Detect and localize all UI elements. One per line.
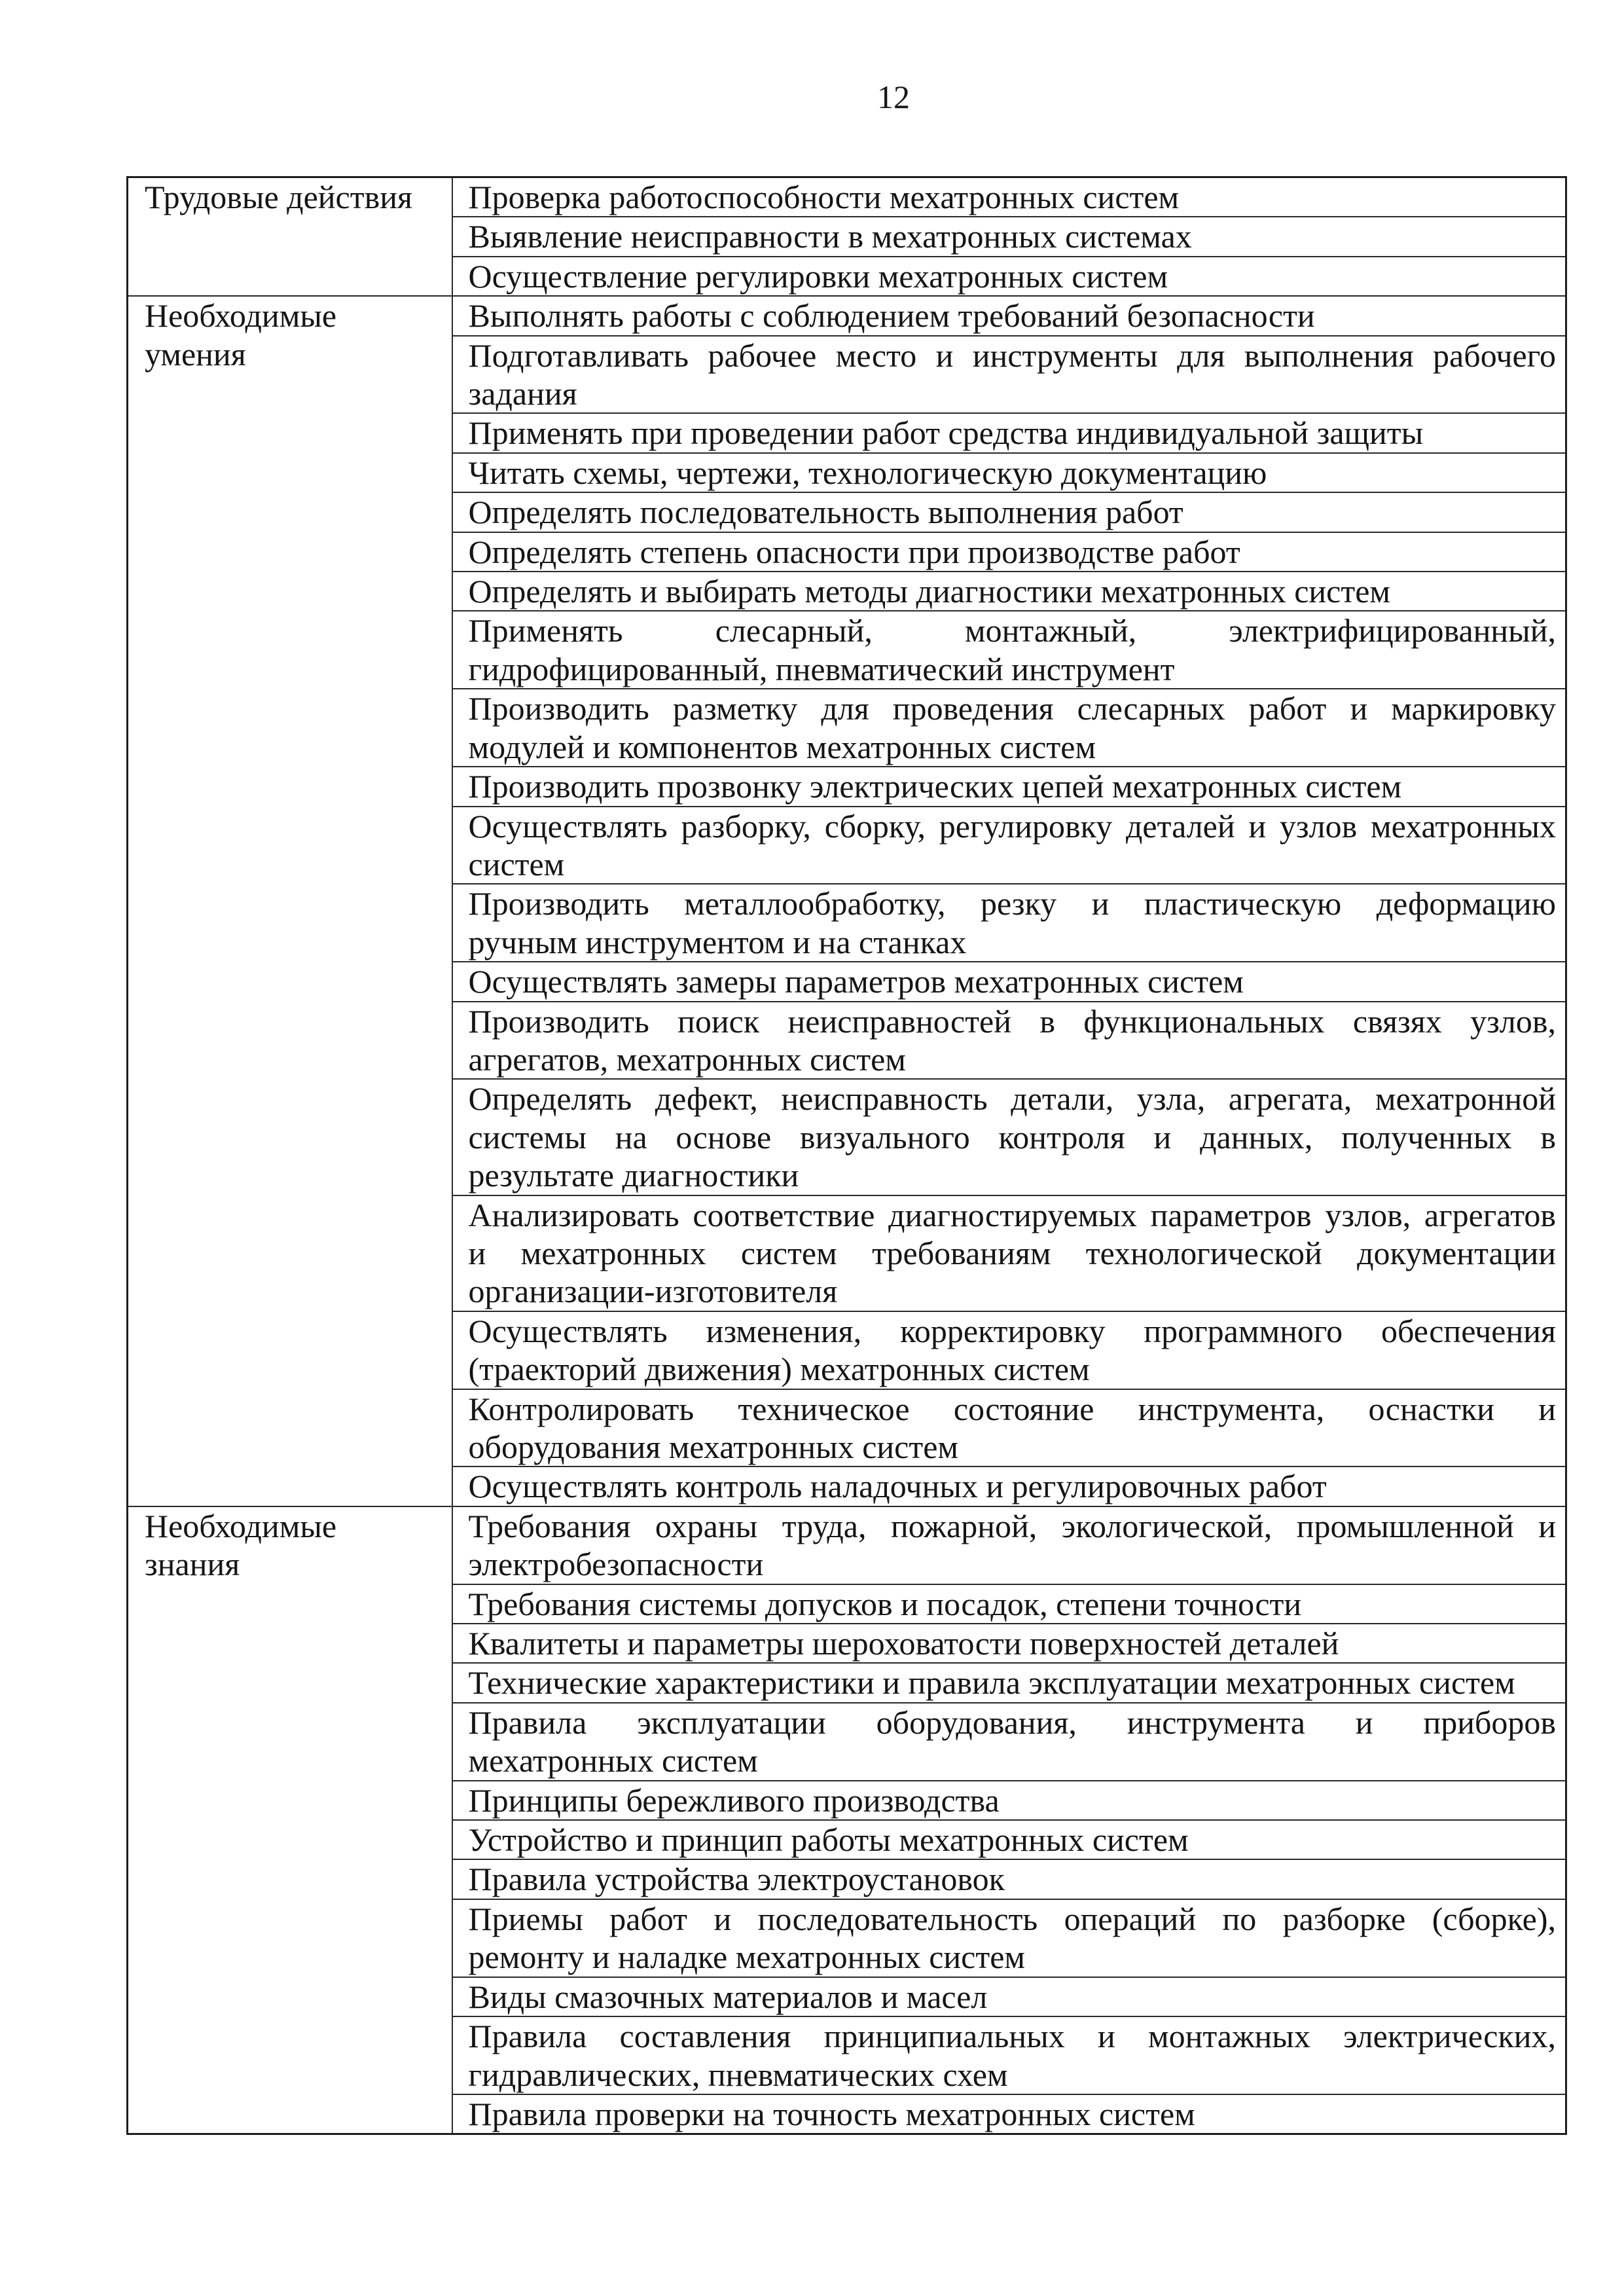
item-text-line: Выявление неисправности в мехатронных системах bbox=[468, 218, 1192, 255]
knowledge-row bbox=[128, 1506, 1566, 1584]
item-text-line: организации-изготовителя bbox=[468, 1273, 838, 1310]
knowledge-item bbox=[452, 1899, 1566, 1977]
item-text-line: Применять слесарный, монтажный, электрифицированный, bbox=[468, 612, 1556, 649]
skill-item bbox=[452, 884, 1566, 962]
skill-item bbox=[452, 1002, 1566, 1080]
skill-item bbox=[452, 413, 1566, 452]
item-text-line: Определять степень опасности при производстве работ bbox=[468, 533, 1240, 570]
section-label-line: Трудовые действия bbox=[145, 179, 412, 215]
item-text-line: агрегатов, мехатронных систем bbox=[468, 1040, 906, 1078]
item-text-line: Подготавливать рабочее место и инструменты для выполнения рабочего bbox=[468, 337, 1556, 374]
item-text-line: Технические характеристики и правила эксплуатации мехатронных систем bbox=[468, 1664, 1515, 1702]
skill-item bbox=[452, 1389, 1566, 1467]
item-text-line: Устройство и принцип работы мехатронных систем bbox=[468, 1821, 1189, 1859]
skill-item bbox=[452, 611, 1566, 689]
labor-action-item bbox=[452, 257, 1566, 296]
item-text-line: Определять последовательность выполнения работ bbox=[468, 494, 1183, 531]
skill-item bbox=[452, 336, 1566, 414]
item-text-line: Производить металлообработку, резку и пластическую деформацию bbox=[468, 885, 1556, 922]
item-text-line: системы на основе визуального контроля и данных, полученных в bbox=[468, 1118, 1556, 1156]
section-label-line: умения bbox=[145, 335, 246, 373]
item-text-line: Определять и выбирать методы диагностики мехатронных систем bbox=[468, 573, 1391, 610]
item-text-line: Производить поиск неисправностей в функциональных связях узлов, bbox=[468, 1002, 1556, 1040]
skill-item bbox=[452, 453, 1566, 492]
item-text-line: Правила проверки на точность мехатронных систем bbox=[468, 2095, 1195, 2132]
item-text-line: Принципы бережливого производства bbox=[468, 1781, 1000, 1819]
skill-item bbox=[452, 1311, 1566, 1389]
knowledge-item bbox=[452, 1820, 1566, 1859]
item-text-line: Контролировать техническое состояние инструмента, оснастки и bbox=[468, 1390, 1556, 1427]
section-label-line: Необходимые bbox=[145, 297, 337, 335]
skill-item bbox=[452, 532, 1566, 572]
item-text-line: задания bbox=[468, 375, 577, 412]
item-text-line: Осуществлять изменения, корректировку программного обеспечения bbox=[468, 1312, 1556, 1349]
item-text-line: ручным инструментом и на станках bbox=[468, 923, 967, 960]
item-text-line: Виды смазочных материалов и масел bbox=[468, 1978, 988, 2015]
skill-item bbox=[452, 1079, 1566, 1195]
item-text-line: Правила устройства электроустановок bbox=[468, 1861, 1005, 1898]
item-text-line: Проверка работоспособности мехатронных систем bbox=[468, 179, 1180, 215]
skill-item bbox=[452, 807, 1566, 884]
labor-action-item bbox=[452, 177, 1566, 217]
item-text-line: Осуществлять замеры параметров мехатронных систем bbox=[468, 963, 1244, 1000]
knowledge-item bbox=[452, 1663, 1566, 1702]
item-text-line: Читать схемы, чертежи, технологическую документацию bbox=[468, 454, 1267, 491]
skill-row bbox=[128, 296, 1566, 335]
item-text-line: гидрофицированный, пневматический инструмент bbox=[468, 650, 1175, 687]
item-text-line: гидравлических, пневматических схем bbox=[468, 2056, 1008, 2093]
item-text-line: Определять дефект, неисправность детали, узла, агрегата, мехатронной bbox=[468, 1080, 1556, 1118]
knowledge-item bbox=[452, 1781, 1566, 1820]
knowledge-item bbox=[452, 1624, 1566, 1663]
item-text-line: электробезопасности bbox=[468, 1546, 764, 1583]
item-text-line: Анализировать соответствие диагностируемых параметров узлов, агрегатов bbox=[468, 1196, 1556, 1233]
knowledge-item bbox=[452, 1506, 1566, 1584]
item-text-line: Осуществлять контроль наладочных и регулировочных работ bbox=[468, 1468, 1327, 1505]
item-text-line: систем bbox=[468, 845, 565, 883]
section-label-line: знания bbox=[145, 1546, 240, 1583]
section-label-line: Необходимые bbox=[145, 1507, 337, 1544]
page-number: 12 bbox=[877, 79, 910, 115]
item-text-line: Правила составления принципиальных и монтажных электрических, bbox=[468, 2018, 1556, 2055]
section-label-required-knowledge bbox=[128, 1506, 452, 2134]
item-text-line: Осуществление регулировки мехатронных систем bbox=[468, 257, 1168, 295]
skill-item bbox=[452, 1467, 1566, 1506]
item-text-line: Осуществлять разборку, сборку, регулировку деталей и узлов мехатронных bbox=[468, 807, 1556, 845]
skill-item bbox=[452, 572, 1566, 611]
item-text-line: Приемы работ и последовательность операций по разборке (сборке), bbox=[468, 1900, 1556, 1937]
item-text-line: оборудования мехатронных систем bbox=[468, 1429, 959, 1465]
knowledge-item bbox=[452, 1977, 1566, 2016]
item-text-line: Производить прозвонку электрических цепей мехатронных систем bbox=[468, 768, 1402, 805]
item-text-line: Требования охраны труда, пожарной, экологической, промышленной и bbox=[468, 1507, 1556, 1544]
skill-item bbox=[452, 689, 1566, 767]
item-text-line: мехатронных систем bbox=[468, 1742, 758, 1779]
item-text-line: Требования системы допусков и посадок, степени точности bbox=[468, 1585, 1302, 1622]
item-text-line: результате диагностики bbox=[468, 1157, 799, 1194]
item-text-line: Квалитеты и параметры шероховатости поверхностей деталей bbox=[468, 1625, 1339, 1662]
item-text-line: Применять при проведении работ средства индивидуальной защиты bbox=[468, 414, 1424, 452]
labor-action-row bbox=[128, 177, 1566, 217]
item-text-line: Правила эксплуатации оборудования, инструмента и приборов bbox=[468, 1704, 1556, 1741]
item-text-line: модулей и компонентов мехатронных систем bbox=[468, 728, 1096, 765]
section-label-required-skills bbox=[128, 296, 452, 1506]
item-text-line: и мехатронных систем требованиям технологической документации bbox=[468, 1234, 1556, 1271]
knowledge-item bbox=[452, 1584, 1566, 1624]
knowledge-item bbox=[452, 2016, 1566, 2094]
requirements-table bbox=[126, 176, 1567, 2135]
skill-item bbox=[452, 296, 1566, 335]
skill-item bbox=[452, 1195, 1566, 1311]
knowledge-item bbox=[452, 1703, 1566, 1781]
item-text-line: Производить разметку для проведения слесарных работ и маркировку bbox=[468, 690, 1556, 727]
item-text-line: ремонту и наладке мехатронных систем bbox=[468, 1939, 1026, 1976]
skill-item bbox=[452, 492, 1566, 532]
item-text-line: (траекторий движения) мехатронных систем bbox=[468, 1351, 1090, 1388]
knowledge-item bbox=[452, 1859, 1566, 1899]
section-label-labor-actions bbox=[128, 177, 452, 297]
skill-item bbox=[452, 767, 1566, 806]
labor-action-item bbox=[452, 217, 1566, 256]
skill-item bbox=[452, 962, 1566, 1001]
item-text-line: Выполнять работы с соблюдением требований безопасности bbox=[468, 297, 1315, 335]
knowledge-item bbox=[452, 2094, 1566, 2134]
